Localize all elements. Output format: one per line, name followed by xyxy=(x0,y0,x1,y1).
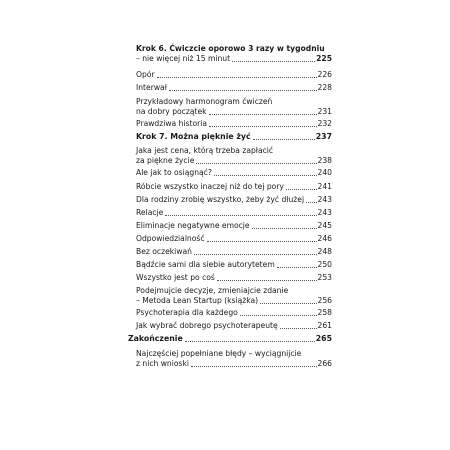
toc-leader xyxy=(217,280,317,281)
toc-leader xyxy=(185,341,315,342)
toc-entry-title: Odpowiedzialność xyxy=(136,234,205,243)
toc-page-number: 265 xyxy=(315,334,332,343)
toc-page-number: 237 xyxy=(315,132,332,141)
toc-leader xyxy=(157,77,317,78)
toc-page-number: 245 xyxy=(317,221,332,230)
toc-entry-bledy xyxy=(136,349,332,369)
toc-entry-rodziny xyxy=(136,195,332,205)
toc-leader xyxy=(240,315,317,316)
toc-leader xyxy=(253,139,315,140)
toc-entry-title: Dla rodziny zrobię wszystko, żeby żyć dłużej xyxy=(136,195,305,204)
toc-entry-title: Opór xyxy=(136,70,155,79)
toc-page-number: 232 xyxy=(317,119,332,128)
toc-leader xyxy=(306,202,316,203)
toc-leader xyxy=(207,241,317,242)
toc-leader xyxy=(260,303,316,304)
toc-entry-interwal xyxy=(136,83,332,93)
toc-leader xyxy=(194,254,317,255)
toc-leader xyxy=(277,267,317,268)
toc-entry-title-line2: na dobry początek xyxy=(136,107,207,116)
toc-page-number: 256 xyxy=(317,296,332,305)
toc-page-number: 258 xyxy=(317,308,332,317)
toc-leader xyxy=(214,175,317,176)
toc-entry-odpowiedzialnosc xyxy=(136,234,332,244)
toc-entry-title: Wszystko jest po coś xyxy=(136,273,215,282)
toc-entry-psychoterapeuta xyxy=(136,321,332,331)
toc-entry-title: Ale jak to osiągnąć? xyxy=(136,168,212,177)
toc-page-number: 246 xyxy=(317,234,332,243)
toc-leader xyxy=(280,328,317,329)
toc-entry-title: Róbcie wszystko inaczej niż do tej pory xyxy=(136,182,284,191)
toc-entry-title-line2: za piękne życie xyxy=(136,156,195,165)
toc-entry-psychoterapia xyxy=(136,308,332,318)
toc-entry-title-line1: Przykładowy harmonogram ćwiczeń xyxy=(136,97,273,106)
toc-page-number: 241 xyxy=(317,182,332,191)
toc-entry-title: Prawdziwa historia xyxy=(136,119,208,128)
toc-leader xyxy=(209,114,317,115)
toc-entry-title: Krok 7. Można pięknie żyć xyxy=(136,132,251,141)
toc-entry-harmonogram xyxy=(136,97,332,117)
toc-entry-oczekiwan xyxy=(136,247,332,257)
toc-page-number: 266 xyxy=(317,359,332,368)
toc-entry-title: Eliminacje negatywne emocje xyxy=(136,221,250,230)
toc-page-number: 243 xyxy=(317,195,332,204)
toc-page-number: 238 xyxy=(317,156,332,165)
toc-leader xyxy=(286,189,317,190)
toc-page-number: 228 xyxy=(317,83,332,92)
toc-chapter-krok7 xyxy=(136,132,332,142)
toc-page-number: 240 xyxy=(317,168,332,177)
toc-entry-title: Relacje xyxy=(136,208,164,217)
toc-leader xyxy=(196,163,316,164)
toc-entry-title-line1: Jaka jest cena, którą trzeba zapłacić xyxy=(136,146,274,155)
toc-entry-title: Bądźcie sami dla siebie autorytetem xyxy=(136,260,275,269)
toc-page-number: 253 xyxy=(317,273,332,282)
toc-entry-title: Zakończenie xyxy=(128,334,183,343)
toc-entry-title-line2: – Metoda Lean Startup (książka) xyxy=(136,296,259,305)
toc-entry-historia xyxy=(136,119,332,129)
toc-entry-autorytetem xyxy=(136,260,332,270)
toc-entry-opor xyxy=(136,70,332,80)
toc-chapter-zakonczenie xyxy=(128,334,332,344)
toc-page-number: 250 xyxy=(317,260,332,269)
toc-entry-title: Interwał xyxy=(136,83,167,92)
toc-entry-title-line1: Podejmujcie decyzje, zmieniajcie zdanie xyxy=(136,286,289,295)
toc-leader xyxy=(252,228,317,229)
toc-entry-title-line1: Krok 6. Ćwiczcie oporowo 3 razy w tygodniu xyxy=(136,44,325,53)
toc-entry-title-line2: – nie więcej niż 15 minut xyxy=(136,54,231,63)
toc-page-number: 261 xyxy=(317,321,332,330)
toc-leader xyxy=(191,366,317,367)
toc-page-number: 226 xyxy=(317,70,332,79)
toc-entry-title-line1: Najczęściej popełniane błędy – wyciągnijcie xyxy=(136,349,302,358)
toc-page-number: 231 xyxy=(317,107,332,116)
toc-entry-poco xyxy=(136,273,332,283)
toc-entry-decyzje xyxy=(136,286,332,306)
toc-page-number: 225 xyxy=(316,54,332,63)
toc-entry-title: Psychoterapia dla każdego xyxy=(136,308,238,317)
toc-leader xyxy=(232,61,315,62)
toc-entry-title: Bez oczekiwań xyxy=(136,247,192,256)
toc-entry-cena xyxy=(136,146,332,166)
toc-entry-title: Jak wybrać dobrego psychoterapeutę xyxy=(136,321,278,330)
toc-entry-relacje xyxy=(136,208,332,218)
toc-entry-inaczej xyxy=(136,182,332,192)
toc-leader xyxy=(165,215,316,216)
toc-entry-osiagnac xyxy=(136,168,332,178)
toc-chapter-krok6 xyxy=(136,44,332,64)
toc-page-number: 243 xyxy=(317,208,332,217)
toc-leader xyxy=(209,126,316,127)
toc-leader xyxy=(169,90,317,91)
toc-page-number: 248 xyxy=(317,247,332,256)
toc-entry-title-line2: z nich wnioski xyxy=(136,359,189,368)
toc-entry-eliminacja xyxy=(136,221,332,231)
